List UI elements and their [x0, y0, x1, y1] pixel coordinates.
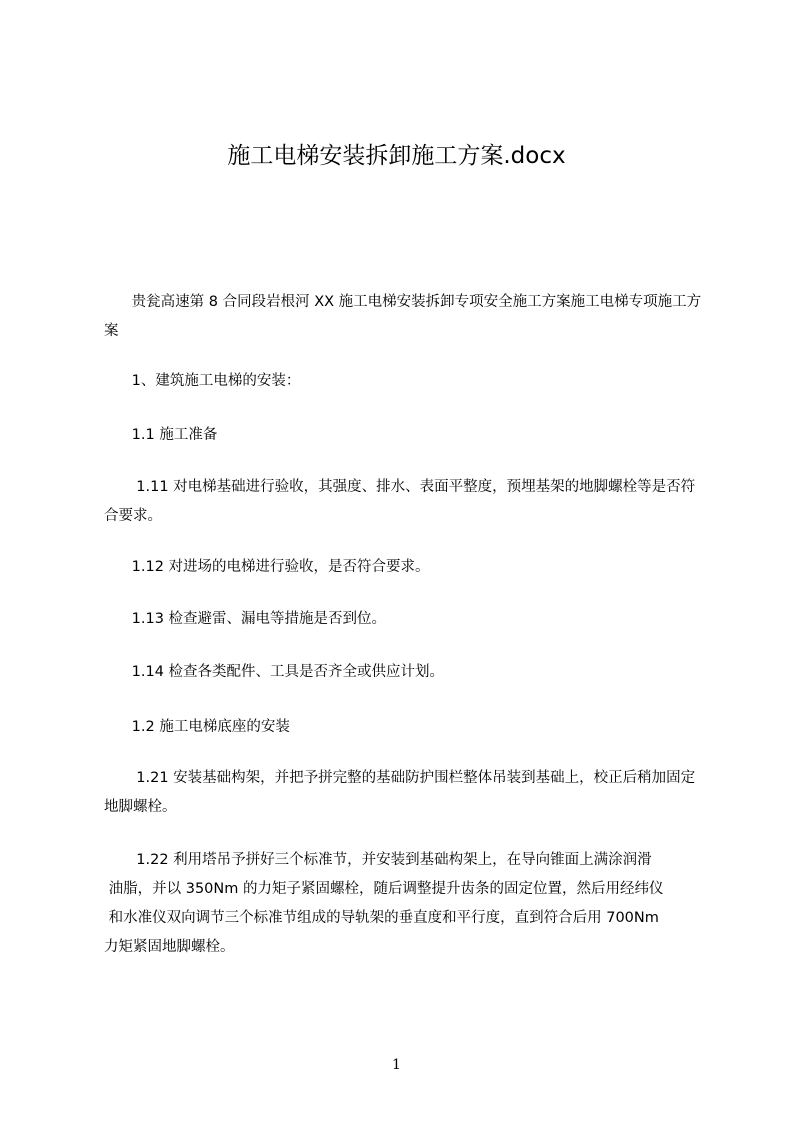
paragraph-heading-1: 1、建筑施工电梯的安装： — [104, 373, 301, 389]
paragraph-1-21: 1.21 安装基础构架，并把予拼完整的基础防护围栏整体吊装到基础上，校正后稍加固定地脚螺栓。 — [104, 770, 696, 815]
paragraph-1-11: 1.11 对电梯基础进行验收，其强度、排水、表面平整度，预埋基架的地脚螺栓等是否符合要求。 — [104, 479, 696, 524]
paragraph-intro: 贵瓮高速第 8 合同段岩根河 XX 施工电梯安装拆卸专项安全施工方案施工电梯专项施工方案 — [104, 294, 702, 339]
paragraph-1-14: 1.14 检查各类配件、工具是否齐全或供应计划。 — [104, 664, 445, 680]
paragraph-1-12: 1.12 对进场的电梯进行验收，是否符合要求。 — [104, 559, 430, 575]
paragraph-heading-1-1: 1.1 施工准备 — [104, 427, 218, 443]
page-number: 1 — [392, 1057, 401, 1073]
paragraph-1-13: 1.13 检查避雷、漏电等措施是否到位。 — [104, 611, 387, 627]
document-title: 施工电梯安装拆卸施工方案.docx — [227, 143, 566, 169]
paragraph-heading-1-2: 1.2 施工电梯底座的安装 — [104, 719, 290, 735]
paragraph-1-22: 1.22 利用塔吊予拼好三个标准节，并安装到基础构架上，在导向锥面上满涂润滑 油脂，并以 350Nm 的力矩子紧固螺栓，随后调整提升齿条的固定位置，然后用经纬仪 和水准仪双向调节三个标准节组成的导轨架的垂直度和平行度，直到符合后用 700Nm 力矩紧固地脚螺栓。 — [104, 852, 664, 955]
